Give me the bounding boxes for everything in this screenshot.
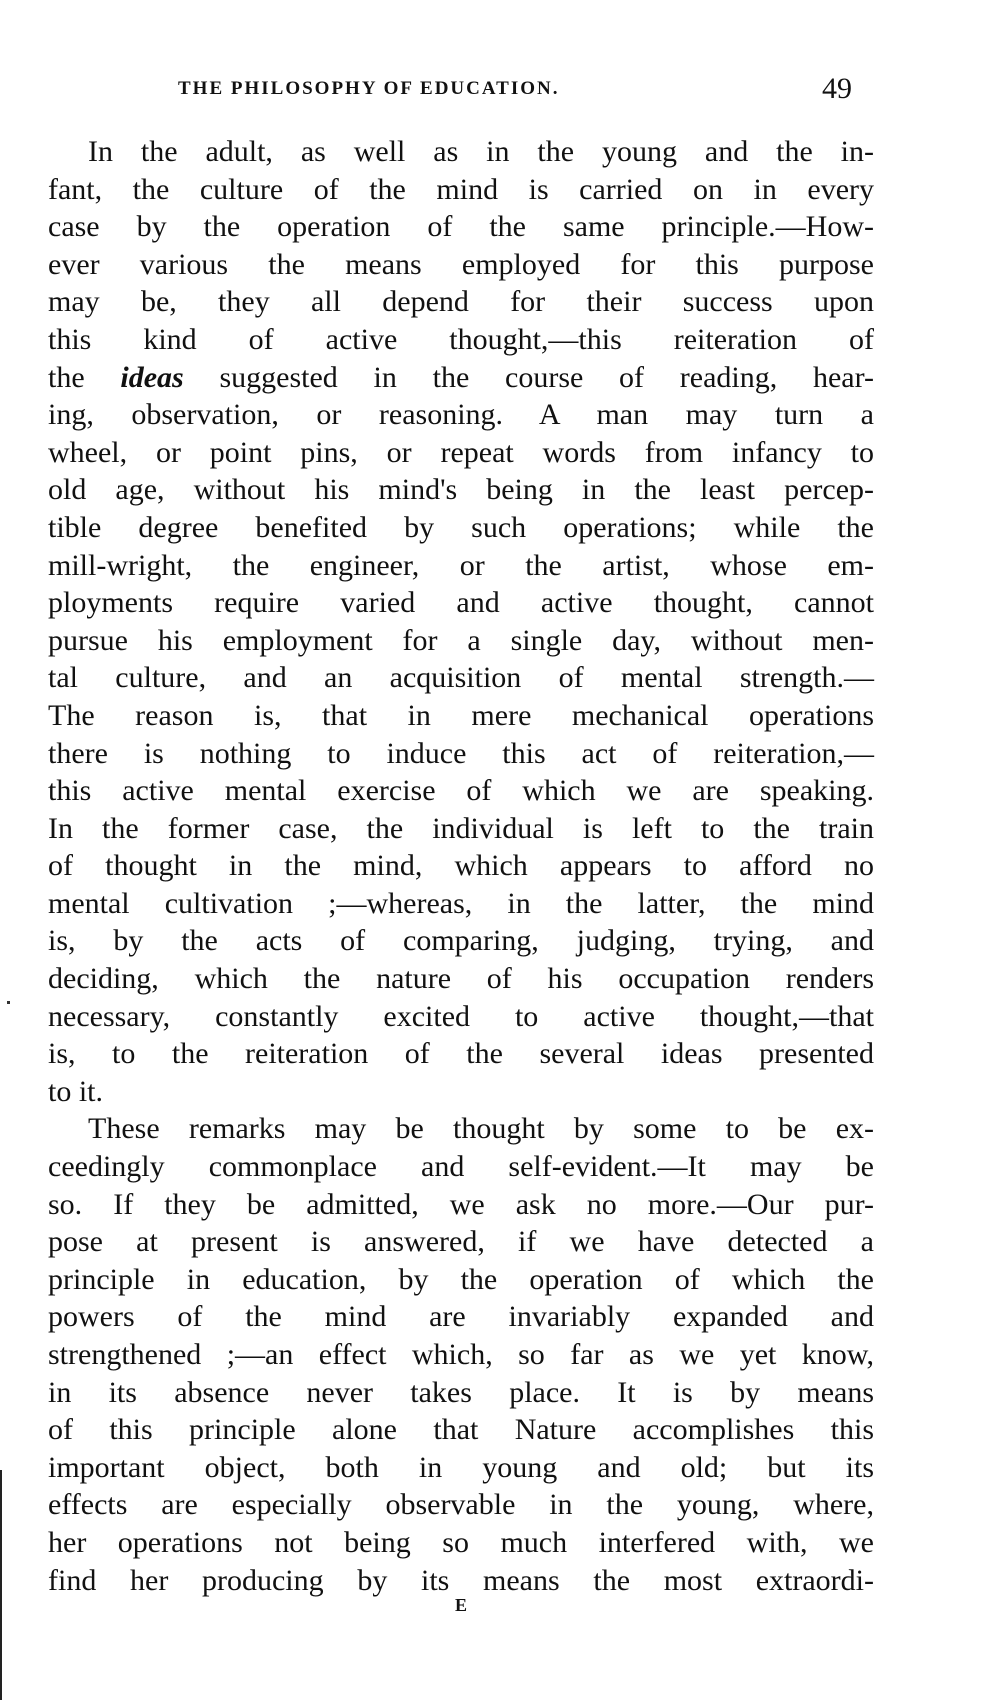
- text-line-with-emphasis: [48, 359, 874, 397]
- text-line: ceedingly commonplace and self-evident.—It may be: [48, 1150, 874, 1184]
- text-line: tible degree benefited by such operations; while the: [48, 510, 874, 544]
- text-line: is, to the reiteration of the several ideas presented: [48, 1037, 874, 1071]
- text-line: principle in education, by the operation of which the: [48, 1262, 874, 1296]
- running-title: THE PHILOSOPHY OF EDUCATION.: [178, 78, 560, 99]
- text-line: wheel, or point pins, or repeat words from infancy to: [48, 435, 874, 469]
- text-line: In the former case, the individual is left to the train: [48, 811, 874, 845]
- body-text: [48, 133, 874, 1599]
- text-fragment: the: [48, 360, 121, 394]
- text-line: old age, without his mind's being in the least percep-: [48, 473, 874, 507]
- text-line: is, by the acts of comparing, judging, trying, and: [48, 924, 874, 958]
- text-line: in its absence never takes place. It is by means: [48, 1375, 874, 1409]
- text-line: pursue his employment for a single day, without men-: [48, 623, 874, 657]
- text-line: necessary, constantly excited to active thought,—that: [48, 999, 874, 1033]
- text-line: there is nothing to induce this act of reiteration,—: [48, 736, 874, 770]
- margin-speck: [7, 1001, 10, 1004]
- text-line: this active mental exercise of which we are speaking.: [48, 774, 874, 808]
- text-line: so. If they be admitted, we ask no more.—Our pur-: [48, 1187, 874, 1221]
- text-fragment: suggested in the course of reading, hear-: [183, 360, 874, 394]
- text-line: mill-wright, the engineer, or the artist, whose em-: [48, 548, 874, 582]
- text-line: to it.: [48, 1074, 104, 1108]
- text-line: mental cultivation ;—whereas, in the latter, the mind: [48, 886, 874, 920]
- text-line: In the adult, as well as in the young and the in-: [88, 135, 874, 168]
- text-line: effects are especially observable in the young, where,: [48, 1488, 874, 1522]
- text-line: deciding, which the nature of his occupation renders: [48, 962, 874, 996]
- text-line: ever various the means employed for this purpose: [48, 247, 874, 281]
- text-line: this kind of active thought,—this reiteration of: [48, 322, 874, 356]
- text-line: strengthened ;—an effect which, so far as we yet know,: [48, 1338, 874, 1371]
- text-line: find her producing by its means the most extraordi-: [48, 1563, 874, 1597]
- text-line: These remarks may be thought by some to be ex-: [88, 1112, 874, 1146]
- text-line: of this principle alone that Nature accomplishes this: [48, 1413, 874, 1447]
- text-line: fant, the culture of the mind is carried on in every: [48, 172, 874, 206]
- text-line: may be, they all depend for their success upon: [48, 285, 874, 319]
- binding-edge-rule: [0, 1470, 2, 1700]
- emphasized-word: ideas: [120, 360, 184, 394]
- text-line: powers of the mind are invariably expanded and: [48, 1300, 874, 1334]
- text-line: case by the operation of the same principle.—How-: [48, 210, 874, 244]
- signature-mark: E: [455, 1595, 468, 1615]
- text-line: pose at present is answered, if we have detected a: [48, 1225, 874, 1259]
- text-line: her operations not being so much interfered with, we: [48, 1525, 874, 1559]
- text-line: tal culture, and an acquisition of mental strength.—: [48, 661, 874, 695]
- text-line: important object, both in young and old; but its: [48, 1450, 874, 1484]
- text-line: The reason is, that in mere mechanical operations: [48, 698, 874, 732]
- page-number: 49: [822, 72, 852, 105]
- text-line: ing, observation, or reasoning. A man may turn a: [48, 398, 874, 432]
- text-line: ployments require varied and active thought, cannot: [48, 586, 874, 620]
- text-line: of thought in the mind, which appears to afford no: [48, 849, 874, 883]
